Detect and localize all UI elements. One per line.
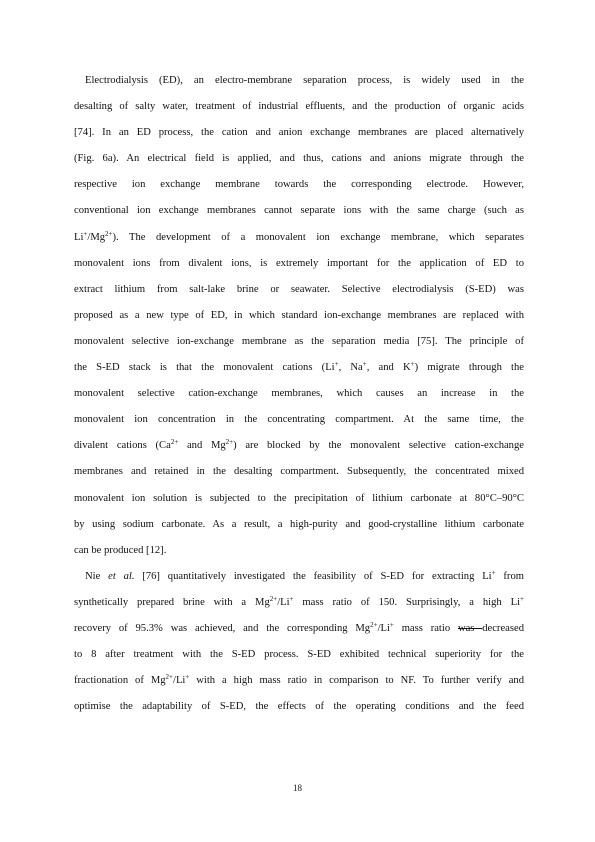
paragraph-1-line-13: monovalent selective cation-exchange membranes, which causes an increase in the <box>74 388 524 400</box>
page-number: 18 <box>293 783 302 793</box>
paragraph-1-line-6: conventional ion exchange membranes cannot separate ions with the same charge (such as <box>74 205 524 217</box>
paragraph-1-line-17: monovalent ion solution is subjected to the precipitation of lithium carbonate at 80°C–90°C <box>74 492 524 504</box>
paragraph-2-line-6: optimise the adaptability of S-ED, the effects of the operating conditions and the feed <box>74 701 524 713</box>
paragraph-2-line-5: fractionation of $Mg^{2+}/Li^+$ with a high mass ratio in comparison to NF. To further verify and <box>74 673 524 687</box>
paragraph-1-line-10: proposed as a new type of ED, in which standard ion-exchange membranes are replaced with <box>74 309 524 321</box>
paragraph-1-line-18: by using sodium carbonate. As a result, a high-purity and good-crystalline lithium carbonate <box>74 518 524 530</box>
paragraph-1-line-12: the S-ED stack is that the monovalent cations (Li+, Na+, and K+) migrate through the <box>74 360 524 374</box>
paragraph-1-line-16: membranes and retained in the desalting compartment. Subsequently, the concentrated mixed <box>74 466 524 478</box>
paragraph-1-line-2: desalting of salty water, treatment of industrial effluents, and the production of organic acids <box>74 101 524 113</box>
paragraph-1-line-15: divalent cations ($Ca^{2+}$ and $Mg^{2+}$) are blocked by the monovalent selective cation-exchange <box>74 438 524 452</box>
paragraph-1-line-19: can be produced [12]. <box>74 544 167 556</box>
paragraph-2-line-3: recovery of 95.3% was achieved, and the corresponding $Mg^{2+}/Li^+$ mass ratio was decreased <box>74 620 524 634</box>
paragraph-1-line-9: extract lithium from salt-lake brine or seawater. Selective electrodialysis (S-ED) was <box>74 283 524 295</box>
paragraph-1-line-1: Electrodialysis (ED), an electro-membrane separation process, is widely used in the <box>85 75 524 86</box>
paragraph-1-line-3: [74]. In an ED process, the cation and anion exchange membranes are placed alternatively <box>74 127 524 139</box>
paragraph-2-line-1: Nie et al. [76] quantitatively investigated the feasibility of S-ED for extracting Li+ from <box>85 568 524 582</box>
deleted-text: was <box>457 622 483 634</box>
paragraph-2-line-4: to 8 after treatment with the S-ED process. S-ED exhibited technical superiority for the <box>74 649 524 661</box>
paragraph-1-line-11: monovalent selective ion-exchange membrane as the separation media [75]. The principle of <box>74 335 524 347</box>
paragraph-2-line-2: synthetically prepared brine with a $Mg^{2+}/Li^+$ mass ratio of 150. Surprisingly, a high Li+ <box>74 594 524 608</box>
paragraph-1-line-8: monovalent ions from divalent ions, is extremely important for the application of ED to <box>74 257 524 269</box>
paragraph-1-line-7: $Li^+/Mg^{2+}$). The development of a monovalent ion exchange membrane, which separates <box>74 229 524 243</box>
body-text <box>74 68 524 720</box>
paragraph-1-line-5: respective ion exchange membrane towards the corresponding electrode. However, <box>74 179 524 191</box>
paragraph-1-line-14: monovalent ion concentration in the concentrating compartment. At the same time, the <box>74 414 524 426</box>
paragraph-1-line-4: (Fig. 6a). An electrical field is applied, and thus, cations and anions migrate through the <box>74 153 524 165</box>
